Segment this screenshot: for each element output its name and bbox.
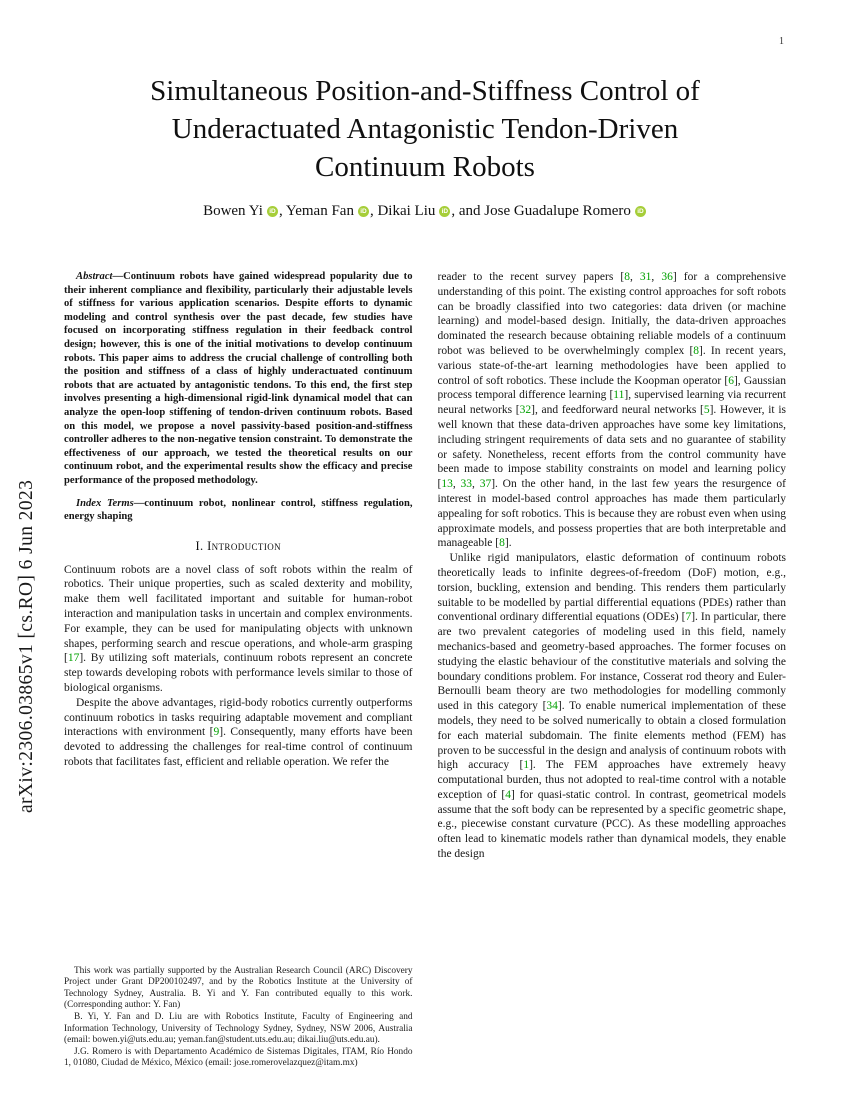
citation-link[interactable]: 37 [479,478,492,491]
citation-link[interactable]: 8 [499,537,505,550]
citation-link[interactable]: 7 [685,611,692,624]
citation-link[interactable]: 34 [546,700,558,713]
citation-link[interactable]: 9 [213,726,220,739]
citation-link[interactable]: 8 [693,344,700,357]
abstract-label: Abstract [76,271,113,282]
citation-link[interactable]: 17 [67,652,80,665]
title-line-1: Simultaneous Position-and-Stiffness Control of [150,75,700,107]
index-terms-text: —continuum robot, nonlinear control, stiffness regulation, energy shaping [64,497,413,523]
affiliation-footnote-uts: B. Yi, Y. Fan and D. Liu are with Robotics Institute, Faculty of Engineering and Information Technology, University of Technology Sydney, Sydney, NSW 2006, Australia (email: bowen.yi@uts.edu.au; yeman.fan@student.uts.edu.au; dikai.liu@uts.edu.au). [64,1012,413,1046]
abstract [64,270,413,488]
orcid-icon[interactable]: iD [635,206,646,217]
intro-paragraph-1: Continuum robots are a novel class of soft robots within the realm of robotics. Their unique properties, such as scaled dexterity and mobility, make them well facilitated important and suitable for human-robot interaction and manipulation tasks in uncertain and complex environments. For example, they can be used for manipulating objects with unknown shapes, performing search and rescue operations, and whole-arm grasping [17]. By utilizing soft materials, continuum robots represent an concrete step towards developing robots with performance levels similar to those of biological organisms. [64,563,413,695]
right-column [438,270,787,1072]
author-name: Dikai Liu [377,203,436,219]
abstract-text: —Continuum robots have gained widespread popularity due to their inherent compliance and flexibility, particularly their adjustable levels of stiffness for various application scenarios. Despite efforts to dynamic modeling and control synthesis over the past decade, few studies have focused on incorporating stiffness regulation in their feedback control design; however, this is one of the initial motivations to develop continuum robots. This paper aims to address the crucial challenge of controlling both the position and stiffness of a class of highly underactuated continuum robots that are actuated by antagonistic tendons. To this end, the first step involves presenting a high-dimensional rigid-link dynamical model that can analyze the open-loop stiffening of tendon-driven continuum robots. Based on this model, we propose a novel passivity-based position-and-stiffness controller adheres to the non-negative tension constraint. To demonstrate the effectiveness of our approach, we tested the theoretical results on our continuum robot, and the experimental results show the efficacy and precise performance of the proposed methodology. [64,271,413,486]
author-name: Yeman Fan [285,203,354,219]
citation-link[interactable]: 11 [613,389,625,402]
affiliation-footnote-itam: J.G. Romero is with Departamento Académico de Sistemas Digitales, ITAM, Río Hondo 1, 01080, Ciudad de México, México (email: jose.romerovelazquez@itam.mx) [64,1046,413,1069]
citation-link[interactable]: 32 [519,404,532,417]
paper-header [0,0,850,220]
intro-paragraph-2: Despite the above advantages, rigid-body robotics currently outperforms continuum robotics in tasks requiring adaptable movement and compliant interactions with environment [9]. Consequently, many efforts have been devoted to addressing the challenges for real-time control of continuum robots that facilitates fast, efficient and reliable operation. We refer the [64,696,413,769]
author-separator: , [369,203,378,219]
paper-title [0,72,850,186]
citation-link[interactable]: 36 [661,271,673,283]
author-separator: , and [451,203,485,219]
author-name: Jose Guadalupe Romero [484,203,631,219]
body-paragraph-continuation: reader to the recent survey papers [8, 31, 36] for a comprehensive understanding of this point. The existing control approaches for soft robots can be broadly classified into two categories: data driven (or machine learning) and model-based design. Initially, the data-driven approaches dominated the research because obtaining reliable models of a continuum robot was believed to be overwhelmingly complex [8]. In recent years, various state-of-the-art learning methodologies have been applied to control of soft robotics. These include the Koopman operator [6], Gaussian process temporal difference learning [11], supervised learning via recurrent neural networks [32], and feedforward neural networks [5]. However, it is well known that these data-driven approaches have some key limitations, including stringent requirements of data sets and no guarantee of stability or safety. Nonetheless, recent efforts from the control community have been made to impose stability constraints on model and learning policy [13, 33, 37]. On the other hand, in the last few years the resurgence of interest in model-based control approaches has made them particularly appealing for soft robotics. This is because they are robust even when using approximate models, and possess properties that are both interpretable and manageable [8]. [437,271,786,550]
two-column-body [0,270,850,1072]
page-number: 1 [779,36,784,47]
orcid-icon[interactable]: iD [358,206,369,217]
citation-link[interactable]: 1 [523,759,530,772]
left-column [64,270,413,1070]
orcid-icon[interactable]: iD [267,206,278,217]
author-line [0,203,850,220]
funding-footnote: This work was partially supported by the Australian Research Council (ARC) Discovery Project under Grant DP200102497, and by the Robotics Institute at the University of Technology Sydney, Australia. B. Yi and Y. Fan contributed equally to this work. (Corresponding author: Y. Fan) [64,965,413,1011]
index-terms-label: Index Terms [76,497,134,509]
orcid-icon[interactable]: iD [439,206,450,217]
title-line-2: Underactuated Antagonistic Tendon-Driven [171,113,679,145]
citation-link[interactable]: 8 [624,271,630,283]
index-terms [64,497,413,524]
author-separator: , [278,203,286,219]
first-page-footnotes [64,966,413,1070]
citation-link[interactable]: 13 [441,478,453,491]
citation-link[interactable]: 33 [460,478,473,491]
body-paragraph-modeling: Unlike rigid manipulators, elastic deformation of continuum robots theoretically leads to infinite degrees-of-freedom (DoF) motion, e.g., torsion, buckling, extension and bending. This renders them particularly suitable to be modelled by partial differential equations (PDEs) rather than conventional ordinary differential equations (ODEs) [7]. In particular, there are two prevalent categories of modeling used in this field, namely mechanics-based and geometry-based approaches. The former focuses on studying the elastic behaviour of the constitutive materials and solving the boundary conditions problem. For instance, Cosserat rod theory and Euler-Bernoulli beam theory are two methodologies for modelling commonly used in this category [34]. To enable numerical implementation of these models, they need to be solved numerically to obtain a closed formulation for each material subdomain. The finite elements method (FEM) has proven to be successful in the design and analysis of continuum robots with high accuracy [1]. The FEM approaches have extremely heavy computational burden, thus not adopted to real-time control with a notable exception of [4] for quasi-static control. In contrast, geometrical models assume that the soft body can be represented by a specific geometric shape, e.g., piecewise constant curvature (PCC). As these modelling approaches often lead to kinematic models rather than dynamical models, they enable the design [437,552,786,861]
arxiv-stamp: arXiv:2306.03865v1 [cs.RO] 6 Jun 2023 [16,479,37,813]
citation-link[interactable]: 6 [728,374,734,387]
citation-link[interactable]: 5 [703,404,710,417]
section-heading-introduction: I. Introduction [195,538,282,553]
citation-link[interactable]: 4 [505,788,511,801]
author-name: Bowen Yi [203,203,263,219]
citation-link[interactable]: 31 [639,271,652,283]
title-line-3: Continuum Robots [315,151,535,183]
